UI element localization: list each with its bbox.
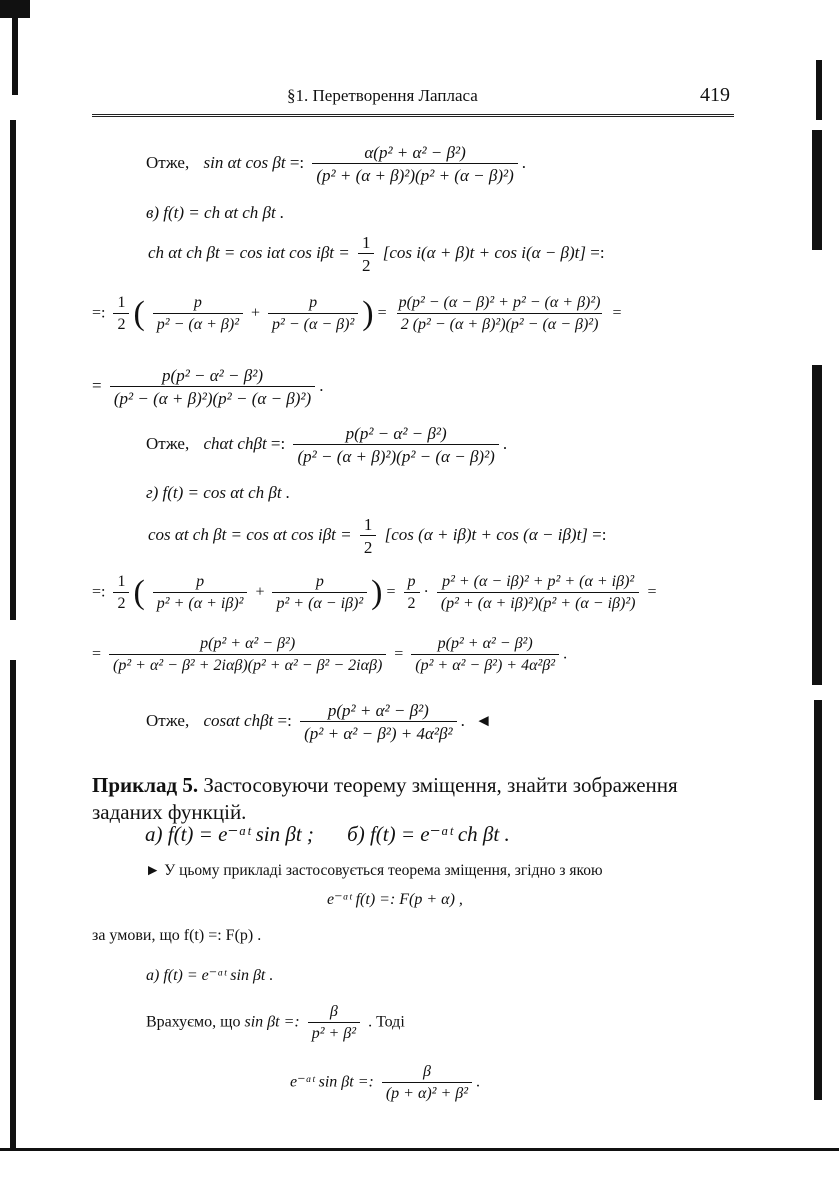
correspondence-sign: =: <box>590 242 605 262</box>
numerator: p(p² + α² − β²) <box>327 701 429 720</box>
denominator: 2 <box>113 592 129 612</box>
denominator: (p + α)² + β² <box>382 1082 472 1102</box>
equals-sign: = <box>386 583 396 601</box>
correspondence-sign: =: <box>592 524 607 544</box>
formula-line-8 <box>148 516 606 556</box>
example-tasks <box>145 822 510 847</box>
formula-line-10 <box>92 636 567 674</box>
numerator: p(p² − (α − β)² + p² − (α + β)²) <box>398 294 601 311</box>
formula-line-3 <box>148 234 605 274</box>
period: . <box>563 645 568 663</box>
denominator: (p² − (α + β)²)(p² − (α − β)²) <box>110 386 315 407</box>
then-text: . Тоді <box>368 1013 405 1031</box>
expr-lhs: ch αt ch βt = cos iαt cos iβt = <box>148 242 350 262</box>
period: . <box>521 152 526 172</box>
example-label: Приклад 5. <box>92 773 199 797</box>
condition-line <box>92 928 261 944</box>
numerator: p <box>309 294 318 311</box>
denominator: 2 <box>113 313 129 333</box>
denominator: p² + (α + iβ)² <box>153 592 248 612</box>
formula-line-11 <box>146 702 492 742</box>
word-otzhe: Отже, <box>146 152 190 172</box>
fraction-3 <box>437 574 640 612</box>
formula-line-5 <box>92 367 323 407</box>
section-title: §1. Перетворення Лапласа <box>287 86 478 105</box>
result-line <box>290 1064 480 1102</box>
case-g-heading: г) f(t) = cos αt ch βt . <box>146 483 291 502</box>
denominator: p² − (α − β)² <box>268 313 358 333</box>
paren-left: ( <box>133 295 145 333</box>
fraction <box>300 702 457 742</box>
denominator: (p² + α² − β² + 2iαβ)(p² + α² − β² − 2iαβ) <box>109 654 386 674</box>
denominator: 2 <box>358 253 375 274</box>
fraction-half <box>113 295 129 333</box>
page-bottom-edge <box>0 1148 839 1151</box>
expr-lhs: sin βt =: <box>244 1013 300 1031</box>
fraction <box>293 425 498 465</box>
denominator: p² + β² <box>308 1022 360 1042</box>
equals-sign: = <box>92 375 102 395</box>
running-header <box>92 86 734 117</box>
numerator: α(p² + α² − β²) <box>364 143 466 162</box>
paren-left: ( <box>133 574 145 612</box>
equals-sign: = <box>394 645 404 663</box>
consider-text: Врахуємо, що <box>146 1013 241 1031</box>
formula-line-6 <box>146 425 507 465</box>
fraction <box>312 144 517 184</box>
numerator: 1 <box>363 515 373 534</box>
end-of-proof-mark: ◄ <box>475 710 492 730</box>
numerator: p <box>193 294 202 311</box>
numerator: 1 <box>117 573 126 590</box>
equals-sign: = <box>612 304 622 322</box>
numerator: 1 <box>361 233 371 252</box>
denominator: (p² + (α + β)²)(p² + (α − β)²) <box>312 163 517 184</box>
task-b: б) f(t) = e⁻ᵅᵗ ch βt . <box>347 822 510 846</box>
numerator: p² + (α − iβ)² + p² + (α + iβ)² <box>442 573 635 590</box>
numerator: p <box>315 573 324 590</box>
example-text: Застосовуючи теорему зміщення, знайти зображення заданих функцій. <box>92 773 678 824</box>
fraction-1 <box>109 636 386 674</box>
expr-rhs: [cos i(α + β)t + cos i(α − β)t] <box>382 242 587 262</box>
fraction-2 <box>268 295 358 333</box>
fraction-2 <box>411 636 559 674</box>
multiply-dot: · <box>423 583 429 601</box>
fraction-half <box>113 574 129 612</box>
word-otzhe: Отже, <box>146 433 190 453</box>
fraction-p-half <box>404 574 420 612</box>
plus-sign: + <box>251 304 261 322</box>
expr-lhs: cos αt ch βt = cos αt cos iβt = <box>148 524 352 544</box>
denominator: 2 <box>404 592 420 612</box>
formula-line-1 <box>146 144 526 184</box>
plus-sign: + <box>255 583 265 601</box>
condition-text: за умови, що f(t) =: F(p) . <box>92 927 262 944</box>
numerator: p <box>407 573 416 590</box>
case-v-heading: в) f(t) = ch αt ch βt . <box>146 203 285 222</box>
numerator: p <box>196 573 205 590</box>
equals-sign: = <box>377 304 387 322</box>
numerator: β <box>422 1063 431 1080</box>
expr-lhs: cosαt chβt <box>203 710 274 730</box>
fraction-half <box>360 516 377 556</box>
expr-rhs: [cos (α + iβ)t + cos (α − iβ)t] <box>384 524 588 544</box>
case-a-heading: а) f(t) = e⁻ᵅᵗ sin βt . <box>146 967 274 984</box>
numerator: p(p² − α² − β²) <box>345 424 447 443</box>
correspondence-sign: =: <box>289 152 305 172</box>
fraction-half <box>358 234 375 274</box>
correspondence-sign: =: <box>92 583 106 601</box>
expr-lhs: chαt chβt <box>203 433 267 453</box>
numerator: p(p² + α² − β²) <box>437 635 533 652</box>
denominator: 2 <box>360 535 377 556</box>
word-otzhe: Отже, <box>146 710 190 730</box>
equals-sign: = <box>647 583 657 601</box>
fraction-1 <box>153 574 248 612</box>
fraction-3 <box>395 295 605 333</box>
period: . <box>502 433 508 453</box>
page-number: 419 <box>700 84 730 106</box>
fraction-2 <box>272 574 367 612</box>
solution-intro: ► У цьому прикладі застосовується теорема зміщення, згідно з якою <box>145 862 603 879</box>
expr-lhs: e⁻ᵅᵗ sin βt =: <box>290 1073 374 1091</box>
period: . <box>319 375 324 395</box>
formula-line-9 <box>92 574 656 612</box>
denominator: (p² + α² − β²) + 4α²β² <box>411 654 559 674</box>
denominator: p² − (α + β)² <box>153 313 243 333</box>
denominator: (p² + (α + iβ)²)(p² + (α − iβ)²) <box>437 592 640 612</box>
period: . <box>460 710 465 730</box>
fraction <box>110 367 315 407</box>
consider-line <box>146 1004 405 1042</box>
numerator: β <box>329 1003 338 1020</box>
formula-line-4 <box>92 295 622 333</box>
expr-lhs: sin αt cos βt <box>203 152 286 172</box>
numerator: p(p² + α² − β²) <box>200 635 296 652</box>
equals-sign: = <box>92 645 102 663</box>
task-a: а) f(t) = e⁻ᵅᵗ sin βt ; <box>145 822 314 846</box>
shift-theorem: e⁻ᵅᵗ f(t) =: F(p + α) , <box>327 891 463 908</box>
numerator: 1 <box>117 294 126 311</box>
fraction <box>308 1004 360 1042</box>
denominator: (p² + α² − β²) + 4α²β² <box>300 721 457 742</box>
fraction <box>382 1064 472 1102</box>
paren-right: ) <box>371 574 383 612</box>
correspondence-sign: =: <box>92 304 106 322</box>
correspondence-sign: =: <box>277 710 292 730</box>
example-5-statement <box>92 772 752 826</box>
numerator: p(p² − α² − β²) <box>162 366 263 385</box>
correspondence-sign: =: <box>270 433 286 453</box>
denominator: p² + (α − iβ)² <box>272 592 367 612</box>
paren-right: ) <box>362 295 374 333</box>
fraction-1 <box>153 295 243 333</box>
denominator: (p² − (α + β)²)(p² − (α − β)²) <box>293 444 498 465</box>
period: . <box>476 1073 481 1091</box>
denominator: 2 (p² − (α + β)²)(p² − (α − β)²) <box>397 313 603 333</box>
